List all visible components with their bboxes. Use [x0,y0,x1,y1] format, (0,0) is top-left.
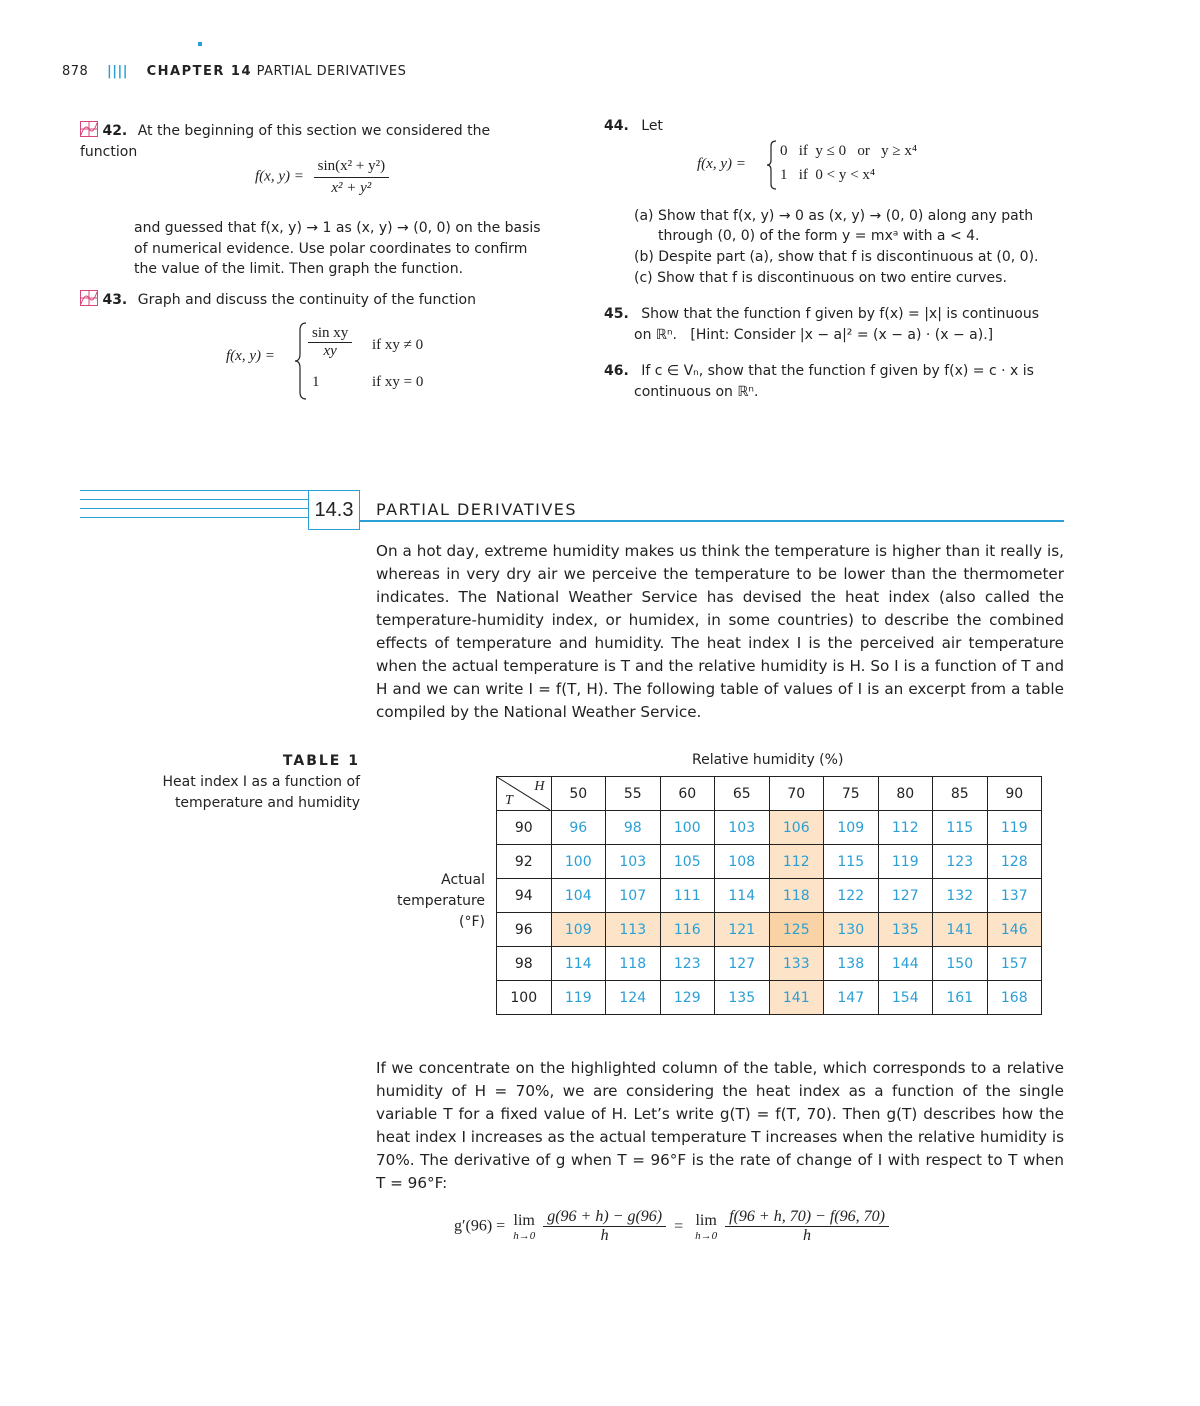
numerator: f(96 + h, 70) − f(96, 70) [725,1208,889,1227]
denominator: x² + y² [331,179,372,196]
section-rule [360,520,1064,522]
heat-index-cell: 113 [606,913,661,947]
heat-index-cell: 119 [551,981,606,1015]
heat-index-cell: 135 [878,913,933,947]
table-corner [497,777,552,811]
derivative-equation [454,1208,889,1245]
denominator: h [803,1227,812,1244]
table-row [497,947,1042,981]
exercise-44-part-a2: through (0, 0) of the form y = mxᵃ with a < 4. [658,228,980,244]
heat-index-cell: 103 [606,845,661,879]
table-row [497,845,1042,879]
caption-line: Heat index I as a function of [162,774,360,790]
formula-42 [255,156,389,198]
formula-44-lhs: f(x, y) = [697,156,746,172]
table-header-row [497,777,1042,811]
corner-h: H [534,779,545,794]
heat-index-cell: 129 [660,981,715,1015]
heat-index-cell: 127 [715,947,770,981]
exercise-45 [604,304,1039,325]
brace-44 [766,140,778,190]
heat-index-cell: 144 [878,947,933,981]
formula-lhs: f(x, y) = [255,168,304,185]
formula-43-cond1: if xy ≠ 0 [372,337,424,353]
graphing-calculator-icon [80,121,98,137]
humidity-header: 50 [551,777,606,811]
humidity-header: 55 [606,777,661,811]
header-bars: |||| [106,64,128,79]
exercise-46-line2: continuous on ℝⁿ. [634,384,759,400]
row-title-line: Actual [441,872,485,888]
exercise-number: 43. [102,292,128,308]
heat-index-cell: 124 [606,981,661,1015]
heat-index-cell: 146 [987,913,1042,947]
fraction [314,156,389,198]
temperature-header: 96 [497,913,552,947]
formula-44-case2: 1 if 0 < y < x⁴ [780,167,876,183]
table-label: TABLE 1 [282,753,360,769]
heat-index-cell: 96 [551,811,606,845]
heat-index-cell: 115 [933,811,988,845]
row-title [380,870,485,933]
temperature-header: 92 [497,845,552,879]
heat-index-cell: 150 [933,947,988,981]
exercise-number: 46. [604,363,629,379]
heat-index-cell: 109 [551,913,606,947]
lim-text: lim [695,1211,717,1229]
fraction-2 [725,1208,889,1245]
exercise-46 [604,361,1034,382]
table-row [497,913,1042,947]
heat-index-cell: 123 [660,947,715,981]
heat-index-cell: 138 [824,947,879,981]
humidity-header: 80 [878,777,933,811]
heat-index-cell: 119 [878,845,933,879]
fraction [308,325,352,360]
heat-index-cell: 107 [606,879,661,913]
exercise-line: If c ∈ Vₙ, show that the function f given by f(x) = c · x is [641,363,1034,379]
humidity-header: 60 [660,777,715,811]
brace-43 [294,322,308,400]
heat-index-cell: 118 [606,947,661,981]
heat-index-cell: 122 [824,879,879,913]
formula-43-cond2: if xy = 0 [372,374,424,390]
denominator: xy [323,343,337,359]
heat-index-cell: 105 [660,845,715,879]
page-marker [198,42,202,46]
section-number: 14.3 [308,490,360,530]
humidity-header: 90 [987,777,1042,811]
heat-index-cell: 121 [715,913,770,947]
humidity-header: 70 [769,777,824,811]
exercise-line: Show that the function f given by f(x) = |x| is continuous [641,306,1040,322]
formula-43-case2: 1 [312,374,320,390]
limit [513,1212,535,1242]
denominator: h [600,1227,609,1244]
temperature-header: 98 [497,947,552,981]
table-caption [100,751,360,814]
exercise-44-part-c: (c) Show that f is discontinuous on two entire curves. [634,270,1007,286]
lim-text: lim [513,1211,535,1229]
numerator: g(96 + h) − g(96) [543,1208,666,1227]
formula-43-case1 [308,325,352,360]
exercise-44-part-b: (b) Despite part (a), show that f is discontinuous at (0, 0). [634,249,1039,265]
humidity-header: 85 [933,777,988,811]
heat-index-cell: 141 [769,981,824,1015]
heat-index-cell: 118 [769,879,824,913]
exercise-number: 42. [102,123,128,139]
heat-index-cell: 111 [660,879,715,913]
heat-index-table [496,776,1042,1015]
chapter-title: PARTIAL DERIVATIVES [256,64,407,79]
row-title-line: temperature [397,893,485,909]
heat-index-cell: 106 [769,811,824,845]
heat-index-cell: 128 [987,845,1042,879]
humidity-header: 75 [824,777,879,811]
exercise-number: 45. [604,306,629,322]
row-title-line: (°F) [459,914,485,930]
temperature-header: 100 [497,981,552,1015]
exercise-44-part-a1: (a) Show that f(x, y) → 0 as (x, y) → (0, 0) along any path [634,208,1034,224]
eq-mid: = [674,1217,684,1235]
heat-index-cell: 103 [715,811,770,845]
heat-index-cell: 137 [987,879,1042,913]
caption-line: temperature and humidity [174,795,360,811]
heat-index-cell: 108 [715,845,770,879]
heat-index-cell: 141 [933,913,988,947]
exercise-text: Graph and discuss the continuity of the function [137,292,476,308]
heat-index-cell: 100 [660,811,715,845]
table-row [497,811,1042,845]
heat-index-cell: 114 [715,879,770,913]
heat-index-cell: 154 [878,981,933,1015]
limit [695,1212,717,1242]
corner-t: T [505,793,513,808]
heat-index-cell: 112 [878,811,933,845]
heat-index-cell: 109 [824,811,879,845]
formula-44-case1: 0 if y ≤ 0 or y ≥ x⁴ [780,143,918,159]
exercise-42-body: and guessed that f(x, y) → 1 as (x, y) → (0, 0) on the basis of numerical evidence. Use polar coordinates to confirm the value of the limit. Then graph the function. [134,220,541,277]
heat-index-cell: 147 [824,981,879,1015]
exercise-45-line2: on ℝⁿ. [Hint: Consider |x − a|² = (x − a) · (x − a).] [634,327,994,343]
humidity-header: 65 [715,777,770,811]
temperature-header: 94 [497,879,552,913]
exercise-44 [604,116,663,137]
lim-sub: h→0 [513,1229,536,1242]
section-title: PARTIAL DERIVATIVES [376,500,578,519]
table-row [497,981,1042,1015]
heat-index-cell: 98 [606,811,661,845]
page-number: 878 [62,64,89,79]
heat-index-cell: 119 [987,811,1042,845]
heat-index-cell: 157 [987,947,1042,981]
eq-lhs: g′(96) = [454,1217,506,1235]
heat-index-cell: 115 [824,845,879,879]
running-head [62,64,406,79]
numerator: sin xy [308,325,352,343]
lim-sub: h→0 [695,1229,718,1242]
heat-index-cell: 116 [660,913,715,947]
heat-index-cell: 100 [551,845,606,879]
temperature-header: 90 [497,811,552,845]
heat-index-cell: 104 [551,879,606,913]
heat-index-cell: 132 [933,879,988,913]
heat-index-cell: 123 [933,845,988,879]
formula-43-lhs: f(x, y) = [226,348,275,364]
exercise-text: At the beginning of this section we considered the function [80,123,491,160]
heat-index-cell: 130 [824,913,879,947]
intro-paragraph: On a hot day, extreme humidity makes us think the temperature is higher than it really is, whereas in very dry air we perceive the temperature to be lower than the thermometer indicates. The National Weather Service has devised the heat index (also called the temperature-humidity index, or humidex, in some countries) to describe the combined effects of temperature and humidity. The heat index I is the perceived air temperature when the actual temperature is T and the relative humidity is H. So I is a function of T and H and we can write I = f(T, H). The following table of values of I is an excerpt from a table compiled by the National Weather Service. [376,542,1064,721]
exercise-number: 44. [604,118,629,134]
exercise-43 [80,290,550,311]
heat-index-cell: 127 [878,879,933,913]
numerator: sin(x² + y²) [314,156,389,178]
heat-index-cell: 133 [769,947,824,981]
heat-index-cell: 112 [769,845,824,879]
table-row [497,879,1042,913]
fraction-1 [543,1208,666,1245]
heat-index-cell: 125 [769,913,824,947]
heat-index-cell: 161 [933,981,988,1015]
heat-index-cell: 114 [551,947,606,981]
chapter-label: CHAPTER 14 [146,64,252,79]
heat-index-cell: 135 [715,981,770,1015]
graphing-calculator-icon [80,290,98,306]
exercise-text: Let [641,118,663,134]
closing-paragraph: If we concentrate on the highlighted column of the table, which corresponds to a relative humidity of H = 70%, we are considering the heat index as a function of the single variable T for a fixed value of H. Let’s write g(T) = f(T, 70). Then g(T) describes how the heat index I increases as the actual temperature T increases when the relative humidity is 70%. The derivative of g when T = 96°F is the rate of change of I with respect to T when T = 96°F: [376,1059,1064,1192]
heat-index-cell: 168 [987,981,1042,1015]
column-title: Relative humidity (%) [692,752,844,768]
